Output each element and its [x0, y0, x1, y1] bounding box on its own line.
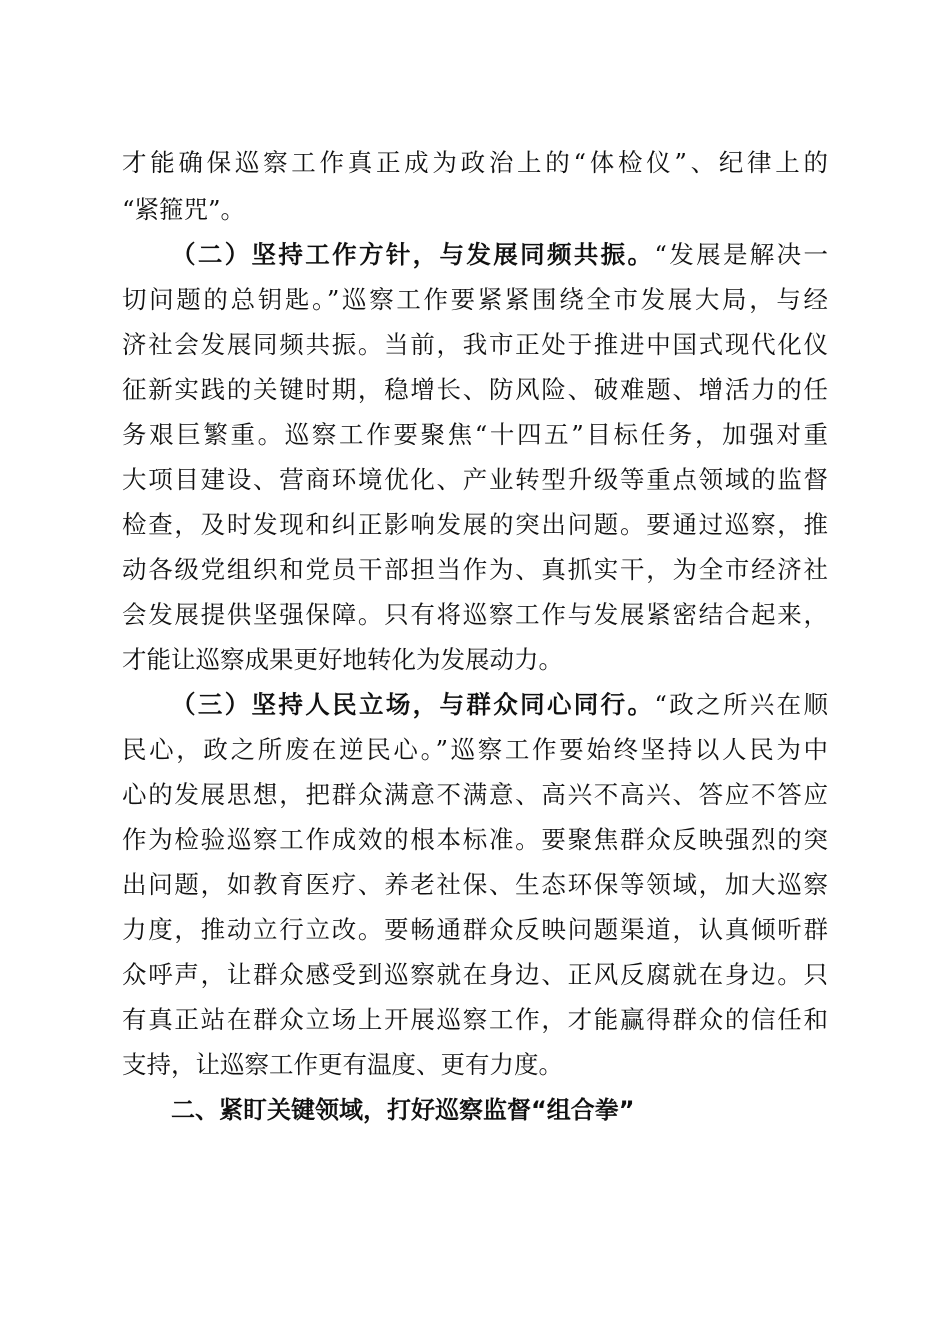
- paragraph-3-line: 心的发展思想，把群众满意不满意、高兴不高兴、答应不答应: [122, 780, 828, 809]
- paragraph-2-line: 会发展提供坚强保障。只有将巡察工作与发展紧密结合起来，: [122, 600, 828, 629]
- paragraph-2-line: 大项目建设、营商环境优化、产业转型升级等重点领域的监督: [122, 465, 828, 494]
- paragraph-2-line: 动各级党组织和党员干部担当作为、真抓实干，为全市经济社: [122, 555, 828, 584]
- paragraph-3-line: 出问题，如教育医疗、养老社保、生态环保等领域，加大巡察: [122, 870, 828, 899]
- paragraph-3-line: 民心，政之所废在逆民心。”巡察工作要始终坚持以人民为中: [122, 735, 828, 764]
- paragraph-2-first-line: [171, 240, 828, 270]
- paragraph-2-line: 检查，及时发现和纠正影响发展的突出问题。要通过巡察，推: [122, 510, 828, 539]
- paragraph-1-line-1: 才能确保巡察工作真正成为政治上的“体检仪”、纪律上的: [122, 148, 828, 177]
- paragraph-3-line: 作为检验巡察工作成效的根本标准。要聚焦群众反映强烈的突: [122, 825, 828, 854]
- paragraph-3-first-line-rest: “政之所兴在顺: [654, 690, 829, 719]
- section-heading: 二、紧盯关键领域，打好巡察监督“组合拳”: [171, 1096, 635, 1124]
- paragraph-2-line: 济社会发展同频共振。当前，我市正处于推进中国式现代化仪: [122, 330, 828, 359]
- paragraph-2-first-line-rest: “发展是解决一: [654, 240, 829, 269]
- paragraph-3-first-line: [171, 690, 828, 720]
- paragraph-3-line: 力度，推动立行立改。要畅通群众反映问题渠道，认真倾听群: [122, 915, 828, 944]
- paragraph-2-line: 务艰巨繁重。巡察工作要聚焦“十四五”目标任务，加强对重: [122, 420, 828, 449]
- paragraph-2-line: 切问题的总钥匙。”巡察工作要紧紧围绕全市发展大局，与经: [122, 285, 828, 314]
- paragraph-3-line: 众呼声，让群众感受到巡察就在身边、正风反腐就在身边。只: [122, 960, 828, 989]
- paragraph-2-heading: （二）坚持工作方针，与发展同频共振。: [171, 240, 655, 269]
- paragraph-1-line-2: “紧箍咒”。: [122, 195, 246, 224]
- paragraph-3-line: 支持，让巡察工作更有温度、更有力度。: [122, 1050, 563, 1079]
- paragraph-3-line: 有真正站在群众立场上开展巡察工作，才能赢得群众的信任和: [122, 1005, 828, 1034]
- paragraph-3-heading: （三）坚持人民立场，与群众同心同行。: [171, 690, 655, 719]
- paragraph-2-line: 征新实践的关键时期，稳增长、防风险、破难题、增活力的任: [122, 375, 828, 404]
- paragraph-2-line: 才能让巡察成果更好地转化为发展动力。: [122, 645, 563, 674]
